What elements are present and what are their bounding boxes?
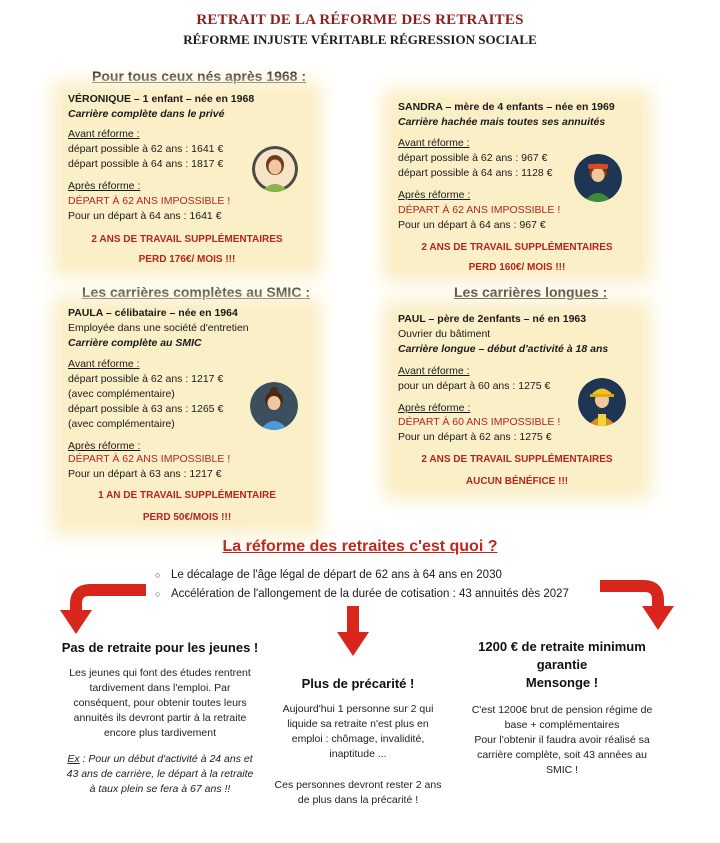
sandra-before-1: départ possible à 62 ans : 967 € bbox=[398, 152, 548, 164]
page-subtitle: RÉFORME INJUSTE VÉRITABLE RÉGRESSION SOCIALE bbox=[183, 32, 537, 47]
paul-extra: 2 ANS DE TRAVAIL SUPPLÉMENTAIRES bbox=[421, 454, 613, 465]
minimum-title: 1200 € de retraite minimum garantie Mensonge ! bbox=[478, 639, 646, 690]
paula-after-1: DÉPART À 62 ANS IMPOSSIBLE ! bbox=[68, 453, 231, 465]
paula-before-2: départ possible à 63 ans : 1265 € bbox=[68, 403, 224, 415]
red-arrow-down-icon bbox=[337, 606, 369, 656]
paul-after-label: Après réforme : bbox=[398, 402, 471, 414]
young-text: Les jeunes qui font des études rentrent tardivement dans l'emploi. Par conséquent, pour obtenir toutes leurs annuités ils devront partir à la retraite encore plus tardivement bbox=[69, 667, 251, 739]
precarity-title: Plus de précarité ! bbox=[301, 676, 415, 691]
veronique-before-label: Avant réforme : bbox=[68, 128, 140, 140]
paul-after-1: DÉPART À 60 ANS IMPOSSIBLE ! bbox=[398, 416, 561, 428]
bullet-item: ○ Le décalage de l'âge légal de départ de 62 ans à 64 ans en 2030 bbox=[155, 566, 569, 585]
section-long-careers: Les carrières longues : bbox=[454, 284, 608, 300]
paula-before-label: Avant réforme : bbox=[68, 358, 140, 370]
paul-job: Ouvrier du bâtiment bbox=[398, 328, 491, 340]
veronique-card bbox=[62, 90, 312, 268]
reform-question: La réforme des retraites c'est quoi ? bbox=[222, 538, 498, 555]
paula-intro: PAULA – célibataire – née en 1964 bbox=[68, 307, 238, 319]
veronique-after-label: Après réforme : bbox=[68, 180, 141, 192]
precarity-footnote: Ces personnes devront rester 2 ans de plus dans la précarité ! bbox=[274, 779, 442, 806]
paula-card bbox=[62, 306, 312, 526]
sandra-before-2: départ possible à 64 ans : 1128 € bbox=[398, 167, 553, 179]
veronique-career: Carrière complète dans le privé bbox=[68, 108, 225, 120]
young-example: Ex : Pour un début d'activité à 24 ans et 43 ans de carrière, le départ à la retraite à taux plein se fera à 67 ans !! bbox=[66, 753, 254, 795]
sandra-loss: PERD 160€/ MOIS !!! bbox=[468, 262, 566, 273]
paula-job: Employée dans une société d'entretien bbox=[68, 322, 249, 334]
veronique-loss: PERD 176€/ MOIS !!! bbox=[138, 254, 236, 265]
sandra-extra: 2 ANS DE TRAVAIL SUPPLÉMENTAIRES bbox=[421, 242, 613, 253]
veronique-after-1: DÉPART À 62 ANS IMPOSSIBLE ! bbox=[68, 195, 231, 207]
paula-before-1: départ possible à 62 ans : 1217 € bbox=[68, 373, 224, 385]
paul-gain: AUCUN BÉNÉFICE !!! bbox=[465, 476, 569, 487]
paula-career: Carrière complète au SMIC bbox=[68, 337, 202, 349]
section-born-after-1968: Pour tous ceux nés après 1968 : bbox=[92, 68, 306, 84]
example-label: Ex bbox=[67, 753, 80, 765]
paula-extra: 1 AN DE TRAVAIL SUPPLÉMENTAIRE bbox=[98, 490, 276, 501]
paul-intro: PAUL – père de 2enfants – né en 1963 bbox=[398, 313, 587, 325]
paul-card bbox=[392, 310, 642, 490]
woman-avatar-icon bbox=[252, 146, 298, 192]
paul-career: Carrière longue – début d'activité à 18 ans bbox=[398, 343, 609, 355]
sandra-career: Carrière hachée mais toutes ses annuités bbox=[398, 116, 606, 128]
sandra-before-label: Avant réforme : bbox=[398, 137, 470, 149]
sandra-intro: SANDRA – mère de 4 enfants – née en 1969 bbox=[398, 101, 615, 113]
paula-before-1b: (avec complémentaire) bbox=[68, 388, 175, 400]
veronique-extra: 2 ANS DE TRAVAIL SUPPLÉMENTAIRES bbox=[91, 234, 283, 245]
bullet-item: ○ Accélération de l'allongement de la durée de cotisation : 43 annuités dès 2027 bbox=[155, 585, 569, 604]
sandra-after-2: Pour un départ à 64 ans : 967 € bbox=[398, 219, 546, 231]
veronique-before-1: départ possible à 62 ans : 1641 € bbox=[68, 143, 224, 155]
red-arrow-left-icon bbox=[58, 580, 148, 636]
section-smic: Les carrières complètes au SMIC : bbox=[82, 284, 310, 300]
minimum-text: C'est 1200€ brut de pension régime de base + complémentaires Pour l'obtenir il faudra avoir réalisé sa carrière complète, soit 43 années au SMIC ! bbox=[471, 704, 653, 776]
woman-gardener-avatar-icon bbox=[574, 154, 622, 202]
red-arrow-right-icon bbox=[600, 576, 676, 632]
paula-after-label: Après réforme : bbox=[68, 440, 141, 452]
woman-cleaner-avatar-icon bbox=[250, 382, 298, 430]
paula-after-2: Pour un départ à 63 ans : 1217 € bbox=[68, 468, 222, 480]
paul-after-2: Pour un départ à 62 ans : 1275 € bbox=[398, 431, 552, 443]
paul-before-label: Avant réforme : bbox=[398, 365, 470, 377]
sandra-after-1: DÉPART À 62 ANS IMPOSSIBLE ! bbox=[398, 204, 561, 216]
sandra-after-label: Après réforme : bbox=[398, 189, 471, 201]
young-title: Pas de retraite pour les jeunes ! bbox=[61, 640, 259, 655]
veronique-before-2: départ possible à 64 ans : 1817 € bbox=[68, 158, 224, 170]
veronique-intro: VÉRONIQUE – 1 enfant – née en 1968 bbox=[68, 93, 255, 105]
paula-loss: PERD 50€/MOIS !!! bbox=[142, 512, 232, 523]
page-title: RETRAIT DE LA RÉFORME DES RETRAITES bbox=[196, 12, 524, 28]
sandra-card bbox=[392, 98, 642, 273]
reform-bullets bbox=[155, 566, 569, 604]
paul-before-1: pour un départ à 60 ans : 1275 € bbox=[398, 380, 551, 392]
paula-before-2b: (avec complémentaire) bbox=[68, 418, 175, 430]
veronique-after-2: Pour un départ à 64 ans : 1641 € bbox=[68, 210, 222, 222]
precarity-text: Aujourd'hui 1 personne sur 2 qui liquide sa retraite n'est plus en emploi : chômage, invalidité, inaptitude ... bbox=[282, 703, 434, 760]
construction-worker-avatar-icon bbox=[578, 378, 626, 426]
